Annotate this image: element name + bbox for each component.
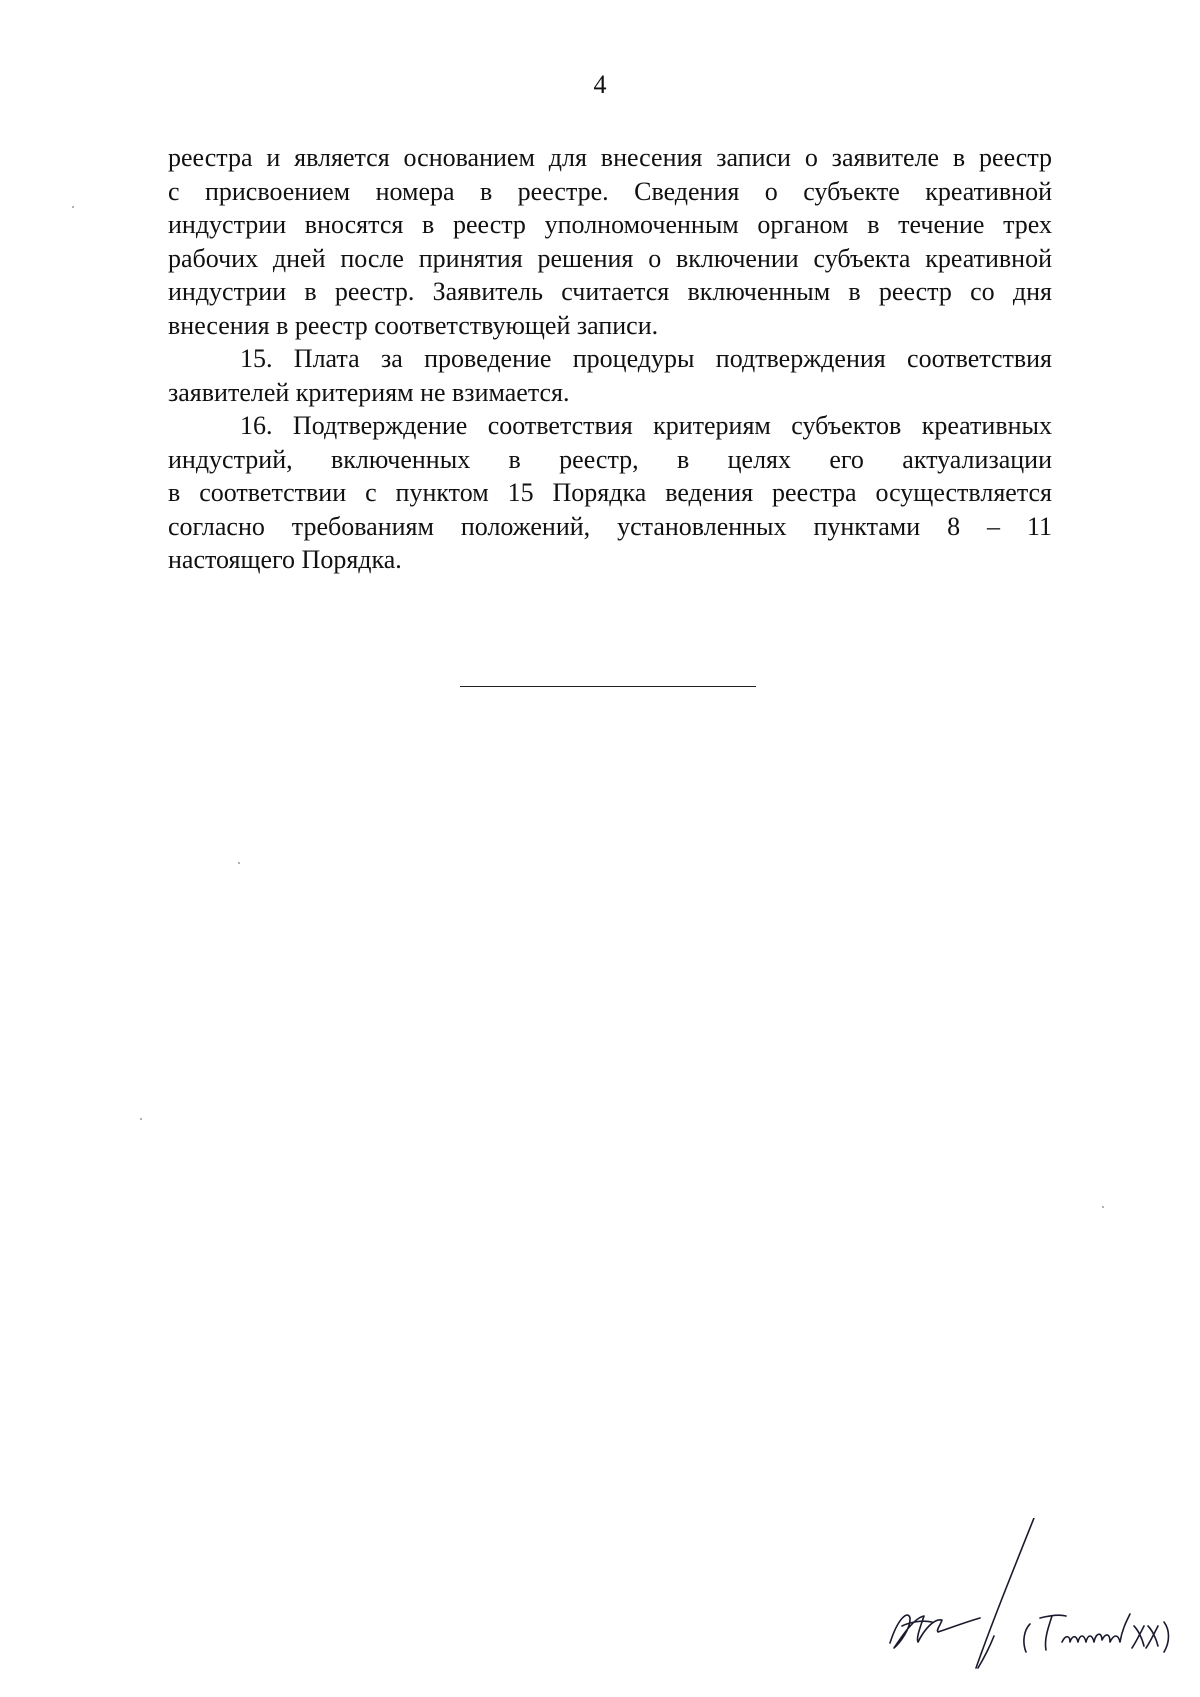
paragraph-line: 16. Подтверждение соответствия критериям субъектов креативных [240, 411, 1052, 440]
paragraph-line: индустрий, включенных в реестр, в целях его актуализации [168, 444, 1052, 474]
paragraph-line: с присвоением номера в реестре. Сведения о субъекте креативной [168, 176, 1052, 206]
scan-speck [72, 206, 74, 208]
paragraph-line: индустрии в реестр. Заявитель считается включенным в реестр со дня [168, 277, 1052, 306]
paragraph-line: согласно требованиям положений, установленных пунктами 8 – 11 [168, 511, 1052, 541]
scan-speck [140, 1118, 142, 1120]
paragraph-line: рабочих дней после принятия решения о включении субъекта креативной [168, 243, 1052, 273]
paragraph-line: индустрии вносятся в реестр уполномоченным органом в течение трех [168, 210, 1052, 239]
document-body [168, 141, 1052, 577]
paragraph-line: внесения в реестр соответствующей записи. [168, 310, 659, 340]
scan-speck [1102, 1206, 1104, 1208]
paragraph-line: настоящего Порядка. [168, 545, 402, 574]
paragraph-line: 15. Плата за проведение процедуры подтверждения соответствия [240, 344, 1052, 373]
handwritten-signature [880, 1518, 1180, 1678]
page-number: 4 [593, 70, 607, 99]
paragraph-line: в соответствии с пунктом 15 Порядка ведения реестра осуществляется [168, 478, 1052, 507]
paragraph-line: реестра и является основанием для внесения записи о заявителе в реестр [168, 143, 1052, 172]
end-of-document-separator [460, 686, 756, 687]
signature-drawing [880, 1518, 1180, 1678]
scan-speck [238, 862, 240, 864]
paragraph-line: заявителей критериям не взимается. [168, 377, 570, 407]
